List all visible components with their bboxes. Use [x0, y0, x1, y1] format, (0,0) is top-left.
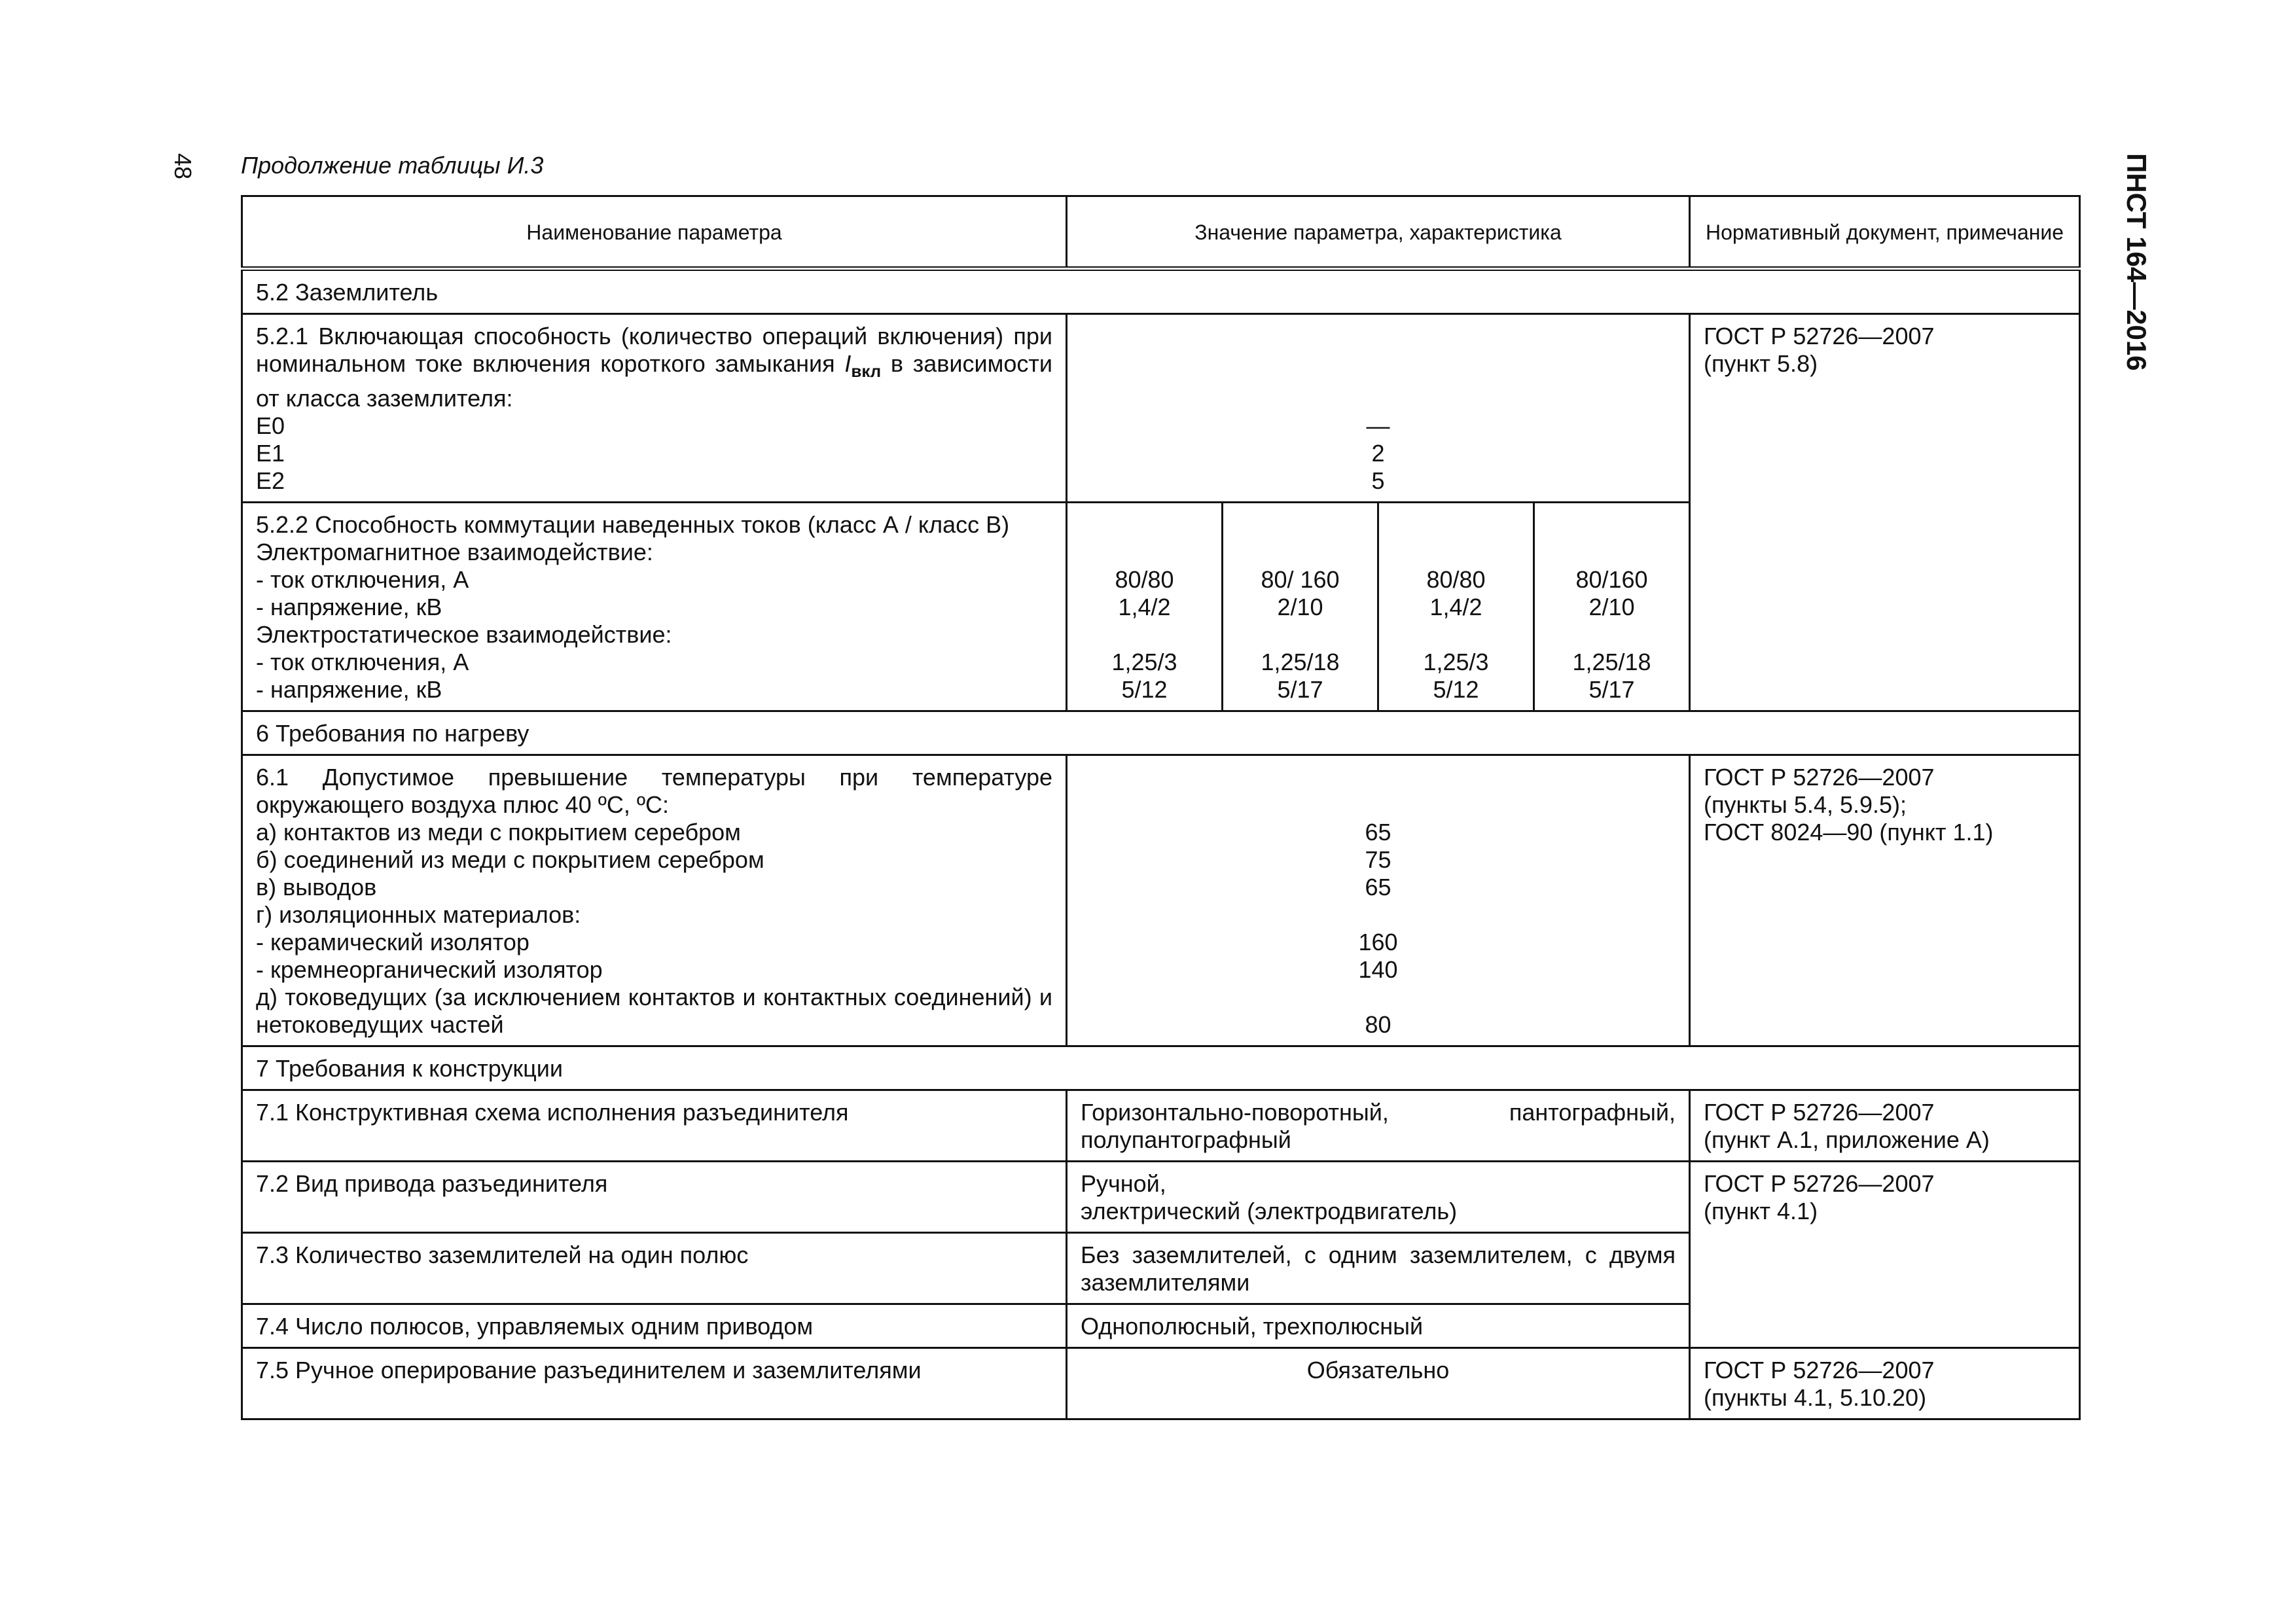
param-text-a: 5.2.1 Включающая способность (количество операций включения) при номинальном токе включения короткого замыкания — [256, 323, 1052, 377]
param-last: д) токоведущих (за исключением контактов и контактных соединений) и нетоковедущих частей — [256, 984, 1052, 1038]
value-cell-4: 80/160 2/10 1,25/18 5/17 — [1534, 503, 1690, 711]
value-cell — [1067, 314, 1690, 503]
table-row-5-2-1 — [242, 314, 2080, 503]
param-symbol: I — [844, 350, 852, 377]
value-cell-1: 80/80 1,4/2 1,25/3 5/12 — [1067, 503, 1223, 711]
document-cell: ГОСТ Р 52726—2007 (пункты 4.1, 5.10.20) — [1690, 1348, 2080, 1419]
value-cell: Обязательно — [1067, 1348, 1690, 1419]
table-row-6-1 — [242, 755, 2080, 1046]
param-cell: 5.2.2 Способность коммутации наведенных токов (класс А / класс В) Электромагнитное взаимодействие: - ток отключения, А - напряжение, кВ Электростатическое взаимодействие: - ток отключения, А - напряжение, кВ — [242, 503, 1067, 711]
table-caption: Продолжение таблицы И.3 — [241, 152, 544, 179]
standard-code: ПНСТ 164—2016 — [2121, 153, 2152, 371]
header-parameter: Наименование параметра — [242, 196, 1067, 269]
document-cell: ГОСТ Р 52726—2007 (пункты 5.4, 5.9.5); ГОСТ 8024—90 (пункт 1.1) — [1690, 755, 2080, 1046]
section-row-7 — [242, 1046, 2080, 1090]
param-cell — [242, 755, 1067, 1046]
param-subscript: вкл — [851, 361, 882, 381]
param-intro: 6.1 Допустимое превышение температуры при температуре окружающего воздуха плюс 40 ºС, ºС: — [256, 764, 1052, 818]
param-cell: 7.3 Количество заземлителей на один полюс — [242, 1233, 1067, 1304]
param-cell: 7.2 Вид привода разъединителя — [242, 1162, 1067, 1233]
document-cell: ГОСТ Р 52726—2007 (пункт А.1, приложение А) — [1690, 1090, 2080, 1162]
param-list: а) контактов из меди с покрытием серебром б) соединений из меди с покрытием серебром в) выводов г) изоляционных материалов: - керамический изолятор - кремнеорганический изолятор — [256, 819, 764, 983]
section-title: 7 Требования к конструкции — [242, 1046, 2080, 1090]
section-title: 5.2 Заземлитель — [242, 269, 2080, 314]
document-cell: ГОСТ Р 52726—2007 (пункт 5.8) — [1690, 314, 2080, 711]
value-cell: Однополюсный, трехполюсный — [1067, 1304, 1690, 1348]
value-cell: Горизонтально-поворотный, пантографный, полупантографный — [1067, 1090, 1690, 1162]
value-text: — 2 5 — [1366, 412, 1390, 494]
param-cell — [242, 314, 1067, 503]
table-row-7-5 — [242, 1348, 2080, 1419]
param-cell: 7.5 Ручное оперирование разъединителем и заземлителями — [242, 1348, 1067, 1419]
parameters-table — [241, 195, 2081, 1420]
param-text — [256, 323, 1052, 412]
value-cell — [1067, 755, 1690, 1046]
section-title: 6 Требования по нагреву — [242, 711, 2080, 755]
table-row-7-1 — [242, 1090, 2080, 1162]
value-cell-3: 80/80 1,4/2 1,25/3 5/12 — [1378, 503, 1534, 711]
section-row-6 — [242, 711, 2080, 755]
page-number: 48 — [170, 153, 196, 180]
section-row-5-2 — [242, 269, 2080, 314]
document-cell: ГОСТ Р 52726—2007 (пункт 4.1) — [1690, 1162, 2080, 1348]
param-cell: 7.1 Конструктивная схема исполнения разъединителя — [242, 1090, 1067, 1162]
header-document: Нормативный документ, примечание — [1690, 196, 2080, 269]
param-cell: 7.4 Число полюсов, управляемых одним приводом — [242, 1304, 1067, 1348]
header-row — [242, 196, 2080, 269]
param-text-b: в зависимости от класса заземлителя: — [256, 350, 1052, 412]
value-cell: Ручной, электрический (электродвигатель) — [1067, 1162, 1690, 1233]
param-classes: E0 E1 E2 — [256, 412, 285, 494]
value-cell-2: 80/ 160 2/10 1,25/18 5/17 — [1223, 503, 1378, 711]
value-text: 65 75 65 160 140 80 — [1358, 819, 1398, 1038]
table-row-7-2 — [242, 1162, 2080, 1233]
header-value: Значение параметра, характеристика — [1067, 196, 1690, 269]
value-cell: Без заземлителей, с одним заземлителем, с двумя заземлителями — [1067, 1233, 1690, 1304]
